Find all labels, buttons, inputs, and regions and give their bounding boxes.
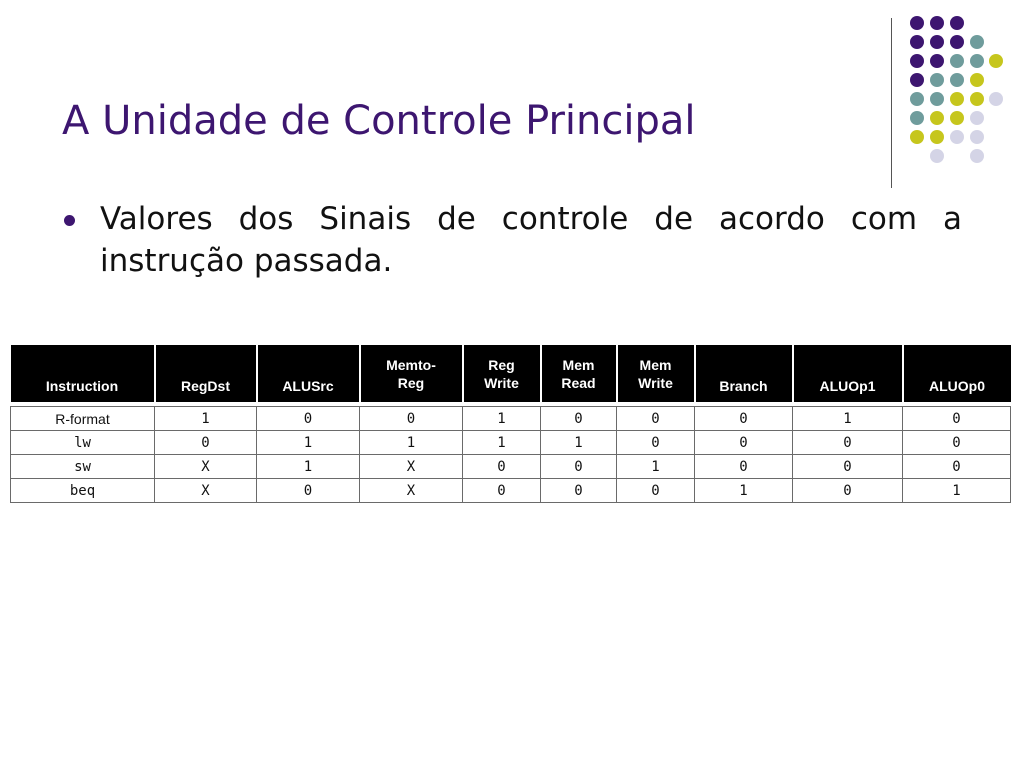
cell-aluop0: 0 bbox=[903, 407, 1011, 431]
cell-aluop0: 1 bbox=[903, 479, 1011, 503]
header-alusrc: ALUSrc bbox=[257, 345, 360, 402]
decorative-dot bbox=[910, 111, 924, 125]
header-aluop0: ALUOp0 bbox=[903, 345, 1011, 402]
cell-regwrite: 1 bbox=[463, 407, 541, 431]
decorative-dot bbox=[970, 73, 984, 87]
cell-branch: 0 bbox=[695, 407, 793, 431]
decorative-dot bbox=[930, 35, 944, 49]
decorative-dot bbox=[930, 73, 944, 87]
cell-memtoreg: X bbox=[360, 455, 463, 479]
decorative-dot bbox=[910, 16, 924, 30]
cell-alusrc: 1 bbox=[257, 431, 360, 455]
decorative-dot bbox=[910, 54, 924, 68]
decorative-dot bbox=[930, 130, 944, 144]
table-row bbox=[11, 431, 1011, 455]
decorative-dot bbox=[950, 35, 964, 49]
decorative-dot bbox=[930, 92, 944, 106]
decorative-dot bbox=[950, 54, 964, 68]
cell-memtoreg: X bbox=[360, 479, 463, 503]
decorative-dot bbox=[930, 16, 944, 30]
header-memwrite: Mem Write bbox=[617, 345, 695, 402]
decorative-dot bbox=[910, 130, 924, 144]
cell-memread: 0 bbox=[541, 455, 617, 479]
cell-memread: 0 bbox=[541, 407, 617, 431]
decorative-dot bbox=[930, 54, 944, 68]
table-row bbox=[11, 479, 1011, 503]
decorative-dot bbox=[950, 73, 964, 87]
header-regwrite: Reg Write bbox=[463, 345, 541, 402]
cell-regwrite: 1 bbox=[463, 431, 541, 455]
decorative-dot bbox=[910, 35, 924, 49]
cell-regdst: 0 bbox=[155, 431, 257, 455]
slide-title: A Unidade de Controle Principal bbox=[62, 98, 696, 144]
header-regdst: RegDst bbox=[155, 345, 257, 402]
decorative-dot bbox=[970, 130, 984, 144]
header-branch: Branch bbox=[695, 345, 793, 402]
cell-memwrite: 0 bbox=[617, 407, 695, 431]
decorative-divider bbox=[891, 18, 892, 188]
decorative-dot bbox=[910, 92, 924, 106]
cell-alusrc: 1 bbox=[257, 455, 360, 479]
cell-memtoreg: 1 bbox=[360, 431, 463, 455]
table-header-row bbox=[11, 345, 1011, 402]
cell-memread: 1 bbox=[541, 431, 617, 455]
cell-regdst: X bbox=[155, 479, 257, 503]
cell-branch: 0 bbox=[695, 431, 793, 455]
cell-regwrite: 0 bbox=[463, 479, 541, 503]
bullet-text: Valores dos Sinais de controle de acordo com a instrução passada. bbox=[100, 201, 962, 279]
decorative-dot bbox=[950, 130, 964, 144]
cell-aluop0: 0 bbox=[903, 455, 1011, 479]
decorative-dot bbox=[970, 35, 984, 49]
cell-alusrc: 0 bbox=[257, 479, 360, 503]
cell-aluop0: 0 bbox=[903, 431, 1011, 455]
table-row bbox=[11, 407, 1011, 431]
cell-branch: 0 bbox=[695, 455, 793, 479]
cell-memread: 0 bbox=[541, 479, 617, 503]
decorative-dot bbox=[970, 111, 984, 125]
cell-aluop1: 0 bbox=[793, 479, 903, 503]
decorative-dot bbox=[930, 111, 944, 125]
cell-aluop1: 0 bbox=[793, 455, 903, 479]
decorative-dot bbox=[930, 149, 944, 163]
header-aluop1: ALUOp1 bbox=[793, 345, 903, 402]
header-instruction: Instruction bbox=[11, 345, 155, 402]
header-memread: Mem Read bbox=[541, 345, 617, 402]
header-memtoreg: Memto- Reg bbox=[360, 345, 463, 402]
control-signals-table bbox=[10, 345, 1011, 503]
cell-regdst: X bbox=[155, 455, 257, 479]
cell-memwrite: 1 bbox=[617, 455, 695, 479]
cell-branch: 1 bbox=[695, 479, 793, 503]
decorative-dot bbox=[950, 92, 964, 106]
decorative-dot bbox=[970, 92, 984, 106]
decorative-dot bbox=[970, 149, 984, 163]
cell-instruction: R-format bbox=[11, 407, 155, 431]
decorative-dot bbox=[989, 54, 1003, 68]
cell-instruction: sw bbox=[11, 455, 155, 479]
cell-regdst: 1 bbox=[155, 407, 257, 431]
cell-instruction: lw bbox=[11, 431, 155, 455]
cell-instruction: beq bbox=[11, 479, 155, 503]
decorative-dot bbox=[950, 111, 964, 125]
table-row bbox=[11, 455, 1011, 479]
cell-aluop1: 1 bbox=[793, 407, 903, 431]
bullet-icon bbox=[64, 215, 75, 226]
cell-alusrc: 0 bbox=[257, 407, 360, 431]
decorative-dot bbox=[950, 16, 964, 30]
decorative-dot bbox=[910, 73, 924, 87]
cell-memtoreg: 0 bbox=[360, 407, 463, 431]
decorative-dot bbox=[989, 92, 1003, 106]
cell-memwrite: 0 bbox=[617, 431, 695, 455]
cell-memwrite: 0 bbox=[617, 479, 695, 503]
decorative-dot bbox=[970, 54, 984, 68]
cell-regwrite: 0 bbox=[463, 455, 541, 479]
cell-aluop1: 0 bbox=[793, 431, 903, 455]
